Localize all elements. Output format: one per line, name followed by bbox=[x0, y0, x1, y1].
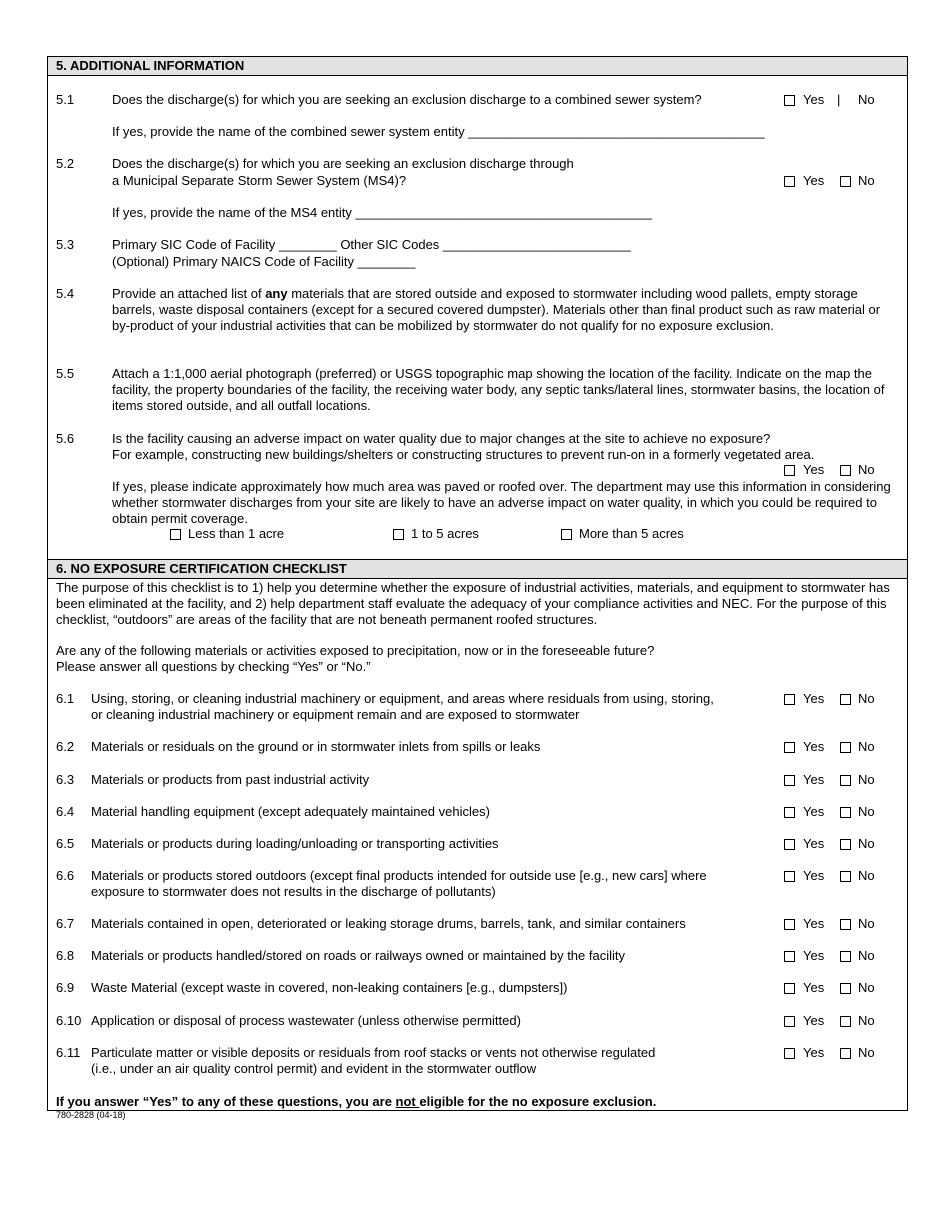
q53-line2[interactable]: (Optional) Primary NAICS Code of Facility ________ bbox=[112, 254, 416, 269]
checklist-item-yes-label: Yes bbox=[803, 739, 825, 754]
checklist-item-text: Particulate matter or visible deposits or residuals from roof stacks or vents not otherwise regulated bbox=[91, 1045, 656, 1060]
checklist-item-no-label: No bbox=[858, 691, 875, 706]
q52-no-checkbox[interactable] bbox=[840, 176, 851, 187]
checklist-item-number: 6.4 bbox=[56, 804, 75, 819]
checklist-item-no-checkbox[interactable] bbox=[840, 742, 851, 753]
section-6-prompt-1: Are any of the following materials or activities exposed to precipitation, now or in the foreseeable future? bbox=[56, 643, 655, 658]
checklist-item-text: Material handling equipment (except adequately maintained vehicles) bbox=[91, 804, 490, 819]
checklist-item-yes-label: Yes bbox=[803, 691, 825, 706]
checklist-item-number: 6.1 bbox=[56, 691, 75, 706]
checklist-item-no-checkbox[interactable] bbox=[840, 775, 851, 786]
q56-yes-checkbox[interactable] bbox=[784, 465, 795, 476]
checklist-item-yes-checkbox[interactable] bbox=[784, 1016, 795, 1027]
checklist-item-no-label: No bbox=[858, 804, 875, 819]
q56-followup: If yes, please indicate approximately how much area was paved or roofed over. The department may use this information in considering whether stormwater discharges from your site are likely to have an adverse impact on water quality, in which you could be required to obtain permit coverage. bbox=[112, 479, 891, 526]
section-6-header: 6. NO EXPOSURE CERTIFICATION CHECKLIST bbox=[47, 559, 908, 579]
q51-number: 5.1 bbox=[56, 92, 75, 107]
form-id: 780-2828 (04-18) bbox=[56, 1110, 126, 1120]
checklist-item-yes-label: Yes bbox=[803, 980, 825, 995]
checklist-item-no-label: No bbox=[858, 739, 875, 754]
checklist-item-yes-checkbox[interactable] bbox=[784, 951, 795, 962]
checklist-item-no-label: No bbox=[858, 1013, 875, 1028]
q51-no-label: No bbox=[858, 92, 875, 107]
checklist-item-text: Materials or products from past industrial activity bbox=[91, 772, 370, 787]
checklist-item-no-label: No bbox=[858, 1045, 875, 1060]
checklist-item-no-checkbox[interactable] bbox=[840, 694, 851, 705]
q56-no-checkbox[interactable] bbox=[840, 465, 851, 476]
q55-number: 5.5 bbox=[56, 366, 75, 381]
checklist-item-text: Materials or residuals on the ground or in stormwater inlets from spills or leaks bbox=[91, 739, 541, 754]
checklist-item-text: Waste Material (except waste in covered, non-leaking containers [e.g., dumpsters]) bbox=[91, 980, 568, 995]
area-less-than-1-checkbox[interactable] bbox=[170, 529, 181, 540]
q52-yes-checkbox[interactable] bbox=[784, 176, 795, 187]
checklist-item-number: 6.2 bbox=[56, 739, 75, 754]
checklist-item-number: 6.6 bbox=[56, 868, 75, 883]
checklist-item-no-label: No bbox=[858, 980, 875, 995]
checklist-item-yes-label: Yes bbox=[803, 772, 825, 787]
checklist-item-no-label: No bbox=[858, 836, 875, 851]
checklist-item-yes-checkbox[interactable] bbox=[784, 775, 795, 786]
q55-text: Attach a 1:1,000 aerial photograph (preferred) or USGS topographic map showing the location of the facility. Indicate on the map the facility, the property boundaries of the facility, the receiving water body, any septic tanks/lateral lines, stormwater basins, the location of items stored outside, and all outfall locations. bbox=[112, 366, 885, 413]
checklist-item-text: Materials contained in open, deteriorated or leaking storage drums, barrels, tank, and similar containers bbox=[91, 916, 686, 931]
checklist-item-yes-checkbox[interactable] bbox=[784, 839, 795, 850]
checklist-item-number: 6.11 bbox=[56, 1045, 81, 1060]
checklist-item-text: Materials or products stored outdoors (except final products intended for outside use [e.g., new cars] where bbox=[91, 868, 707, 883]
area-more-than-5-checkbox[interactable] bbox=[561, 529, 572, 540]
checklist-item-number: 6.9 bbox=[56, 980, 75, 995]
q53-number: 5.3 bbox=[56, 237, 75, 252]
checklist-item-no-checkbox[interactable] bbox=[840, 839, 851, 850]
checklist-item-text: Materials or products handled/stored on roads or railways owned or maintained by the facility bbox=[91, 948, 625, 963]
checklist-item-no-label: No bbox=[858, 916, 875, 931]
section-6-prompt-2: Please answer all questions by checking “Yes” or “No.” bbox=[56, 659, 371, 674]
checklist-item-text-line2: exposure to stormwater does not results in the discharge of pollutants) bbox=[91, 884, 496, 899]
q52-no-label: No bbox=[858, 173, 875, 188]
q53-line1[interactable]: Primary SIC Code of Facility ________ Other SIC Codes __________________________ bbox=[112, 237, 631, 252]
q56-yes-label: Yes bbox=[803, 462, 825, 477]
checklist-item-no-label: No bbox=[858, 868, 875, 883]
checklist-item-number: 6.3 bbox=[56, 772, 75, 787]
checklist-item-no-checkbox[interactable] bbox=[840, 807, 851, 818]
checklist-item-number: 6.8 bbox=[56, 948, 75, 963]
checklist-item-text: Materials or products during loading/unloading or transporting activities bbox=[91, 836, 499, 851]
checklist-item-no-label: No bbox=[858, 772, 875, 787]
checklist-item-yes-checkbox[interactable] bbox=[784, 919, 795, 930]
area-1-to-5-label: 1 to 5 acres bbox=[411, 526, 479, 541]
section-5-header: 5. ADDITIONAL INFORMATION bbox=[47, 56, 908, 76]
area-less-than-1-label: Less than 1 acre bbox=[188, 526, 285, 541]
checklist-item-no-label: No bbox=[858, 948, 875, 963]
checklist-item-yes-checkbox[interactable] bbox=[784, 1048, 795, 1059]
q56-number: 5.6 bbox=[56, 431, 75, 446]
checklist-item-no-checkbox[interactable] bbox=[840, 951, 851, 962]
q56-line2: For example, constructing new buildings/shelters or constructing structures to prevent run-on in a formerly vegetated area. bbox=[112, 447, 815, 462]
checklist-item-text-line2: (i.e., under an air quality control permit) and evident in the stormwater outflow bbox=[91, 1061, 537, 1076]
area-more-than-5-label: More than 5 acres bbox=[579, 526, 684, 541]
q52-line1: Does the discharge(s) for which you are seeking an exclusion discharge through bbox=[112, 156, 574, 171]
q51-text: Does the discharge(s) for which you are seeking an exclusion discharge to a combined sewer system? bbox=[112, 92, 702, 107]
q51-divider: | bbox=[837, 92, 841, 107]
q52-number: 5.2 bbox=[56, 156, 75, 171]
q56-no-label: No bbox=[858, 462, 875, 477]
section-6-intro: The purpose of this checklist is to 1) help you determine whether the exposure of industrial activities, materials, and equipment to stormwater has been eliminated at the facility, and 2) help department staff evaluate the adequacy of your compliance activities and NEC. For the purpose of this checklist, “outdoors” are areas of the facility that are not beneath permanent roofed structures. bbox=[56, 580, 890, 627]
checklist-item-yes-checkbox[interactable] bbox=[784, 807, 795, 818]
checklist-item-no-checkbox[interactable] bbox=[840, 983, 851, 994]
checklist-item-yes-label: Yes bbox=[803, 916, 825, 931]
q56-line1: Is the facility causing an adverse impact on water quality due to major changes at the site to achieve no exposure? bbox=[112, 431, 771, 446]
checklist-item-text: Using, storing, or cleaning industrial machinery or equipment, and areas where residuals from using, storing, bbox=[91, 691, 714, 706]
area-1-to-5-checkbox[interactable] bbox=[393, 529, 404, 540]
q51-yes-checkbox[interactable] bbox=[784, 95, 795, 106]
checklist-item-yes-label: Yes bbox=[803, 804, 825, 819]
checklist-item-number: 6.5 bbox=[56, 836, 75, 851]
checklist-item-no-checkbox[interactable] bbox=[840, 1048, 851, 1059]
checklist-item-no-checkbox[interactable] bbox=[840, 919, 851, 930]
checklist-item-text: Application or disposal of process wastewater (unless otherwise permitted) bbox=[91, 1013, 521, 1028]
q52-followup[interactable]: If yes, provide the name of the MS4 entity _________________________________________ bbox=[112, 205, 652, 220]
checklist-item-yes-label: Yes bbox=[803, 1045, 825, 1060]
section-6-footer: If you answer “Yes” to any of these questions, you are not eligible for the no exposure exclusion. bbox=[56, 1094, 657, 1109]
q51-yes-label: Yes bbox=[803, 92, 825, 107]
checklist-item-number: 6.7 bbox=[56, 916, 75, 931]
checklist-item-yes-label: Yes bbox=[803, 948, 825, 963]
checklist-item-yes-label: Yes bbox=[803, 868, 825, 883]
q52-yes-label: Yes bbox=[803, 173, 825, 188]
q52-line2: a Municipal Separate Storm Sewer System (MS4)? bbox=[112, 173, 407, 188]
checklist-item-no-checkbox[interactable] bbox=[840, 1016, 851, 1027]
checklist-item-yes-label: Yes bbox=[803, 836, 825, 851]
q51-followup[interactable]: If yes, provide the name of the combined sewer system entity _________________________________________ bbox=[112, 124, 765, 139]
q54-number: 5.4 bbox=[56, 286, 75, 301]
checklist-item-yes-checkbox[interactable] bbox=[784, 871, 795, 882]
checklist-item-yes-label: Yes bbox=[803, 1013, 825, 1028]
checklist-item-yes-checkbox[interactable] bbox=[784, 694, 795, 705]
checklist-item-yes-checkbox[interactable] bbox=[784, 983, 795, 994]
checklist-item-number: 6.10 bbox=[56, 1013, 82, 1028]
q54-text: Provide an attached list of any materials that are stored outside and exposed to stormwater including wood pallets, empty storage barrels, waste disposal containers (except for a secured covered dumpster). Materials other than final product such as raw material or by-product of your industrial activities that can be mobilized by stormwater do not qualify for no exposure exclusion. bbox=[112, 286, 881, 333]
checklist-item-text-line2: or cleaning industrial machinery or equipment remain and are exposed to stormwater bbox=[91, 707, 580, 722]
checklist-item-yes-checkbox[interactable] bbox=[784, 742, 795, 753]
checklist-item-no-checkbox[interactable] bbox=[840, 871, 851, 882]
